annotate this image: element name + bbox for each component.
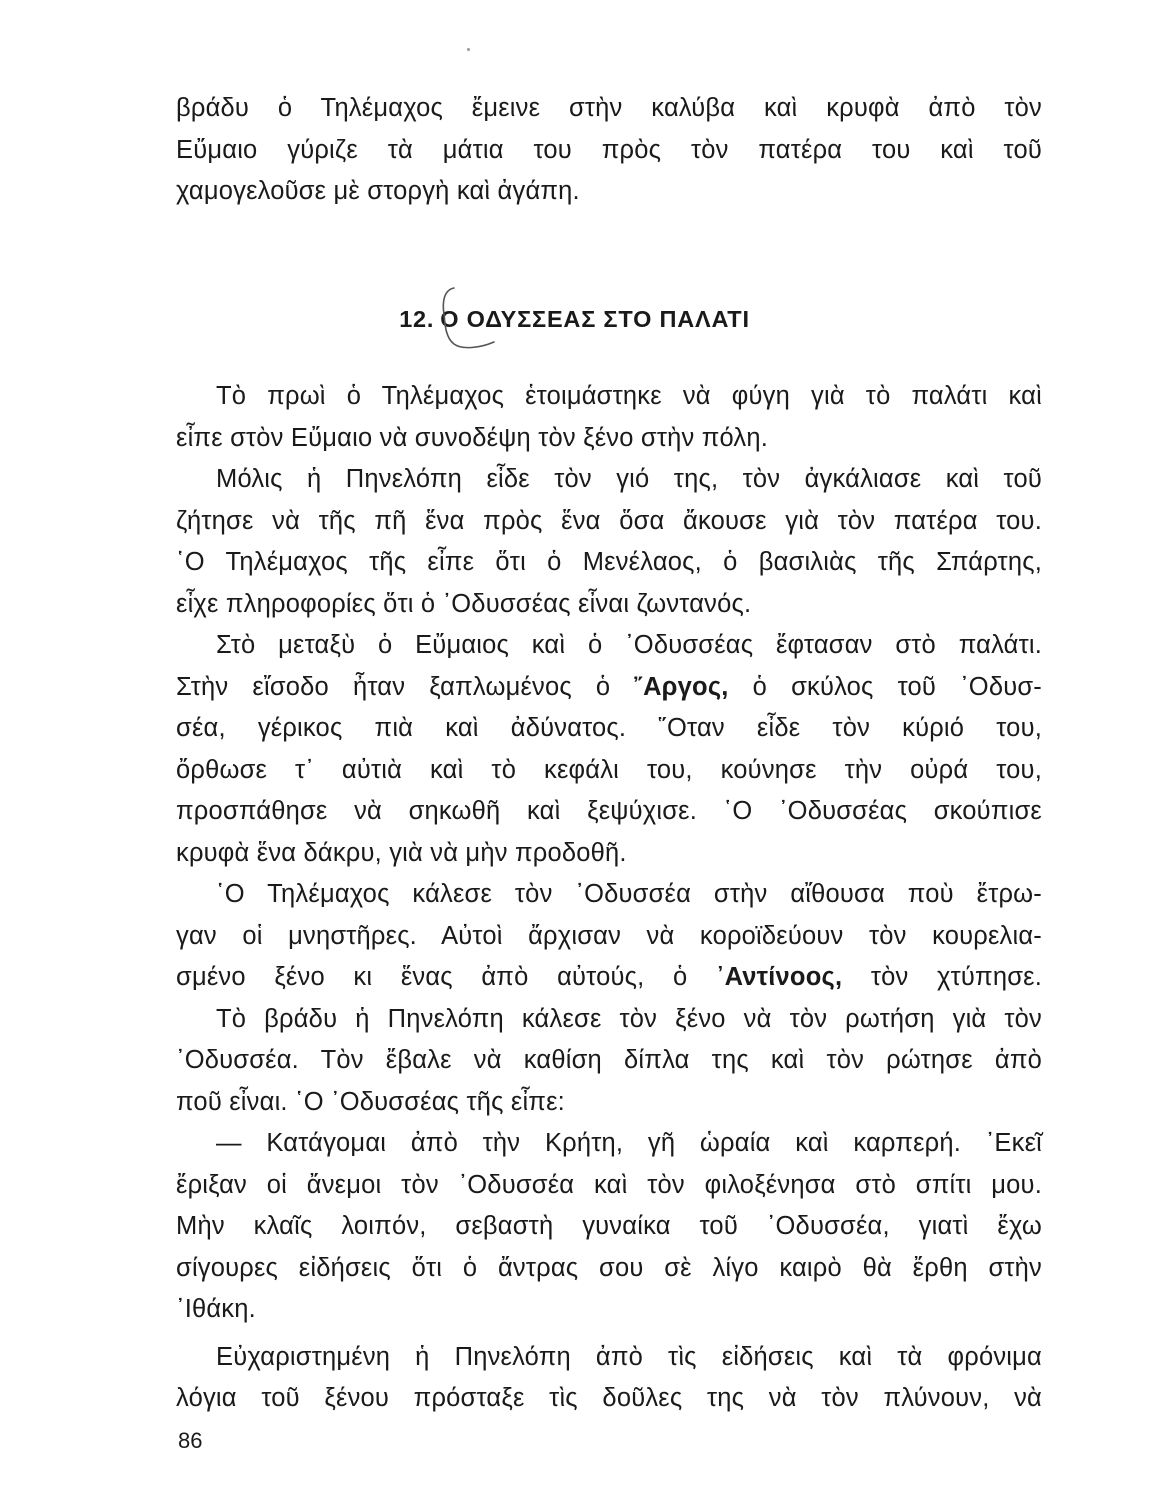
bold-name-argos: ῎Αργος, — [634, 672, 729, 701]
text-line: ᾿Οδυσσέα. Τὸν ἔβαλε νὰ καθίση δίπλα της καὶ τὸν ρώτησε ἀπὸ — [176, 1046, 1042, 1074]
text-run: Στὴν εἴσοδο ἦταν ξαπλωμένος ὁ — [176, 672, 635, 701]
text-line: ὄρθωσε τ᾿ αὐτιὰ καὶ τὸ κεφάλι του, κούνησε τὴν οὐρά του, — [176, 755, 1042, 784]
text-line: Στὸ μεταξὺ ὁ Εὔμαιος καὶ ὁ ᾿Οδυσσέας ἔφτασαν στὸ παλάτι. — [216, 631, 1042, 659]
text-line: Τὸ πρωὶ ὁ Τηλέμαχος ἑτοιμάστηκε νὰ φύγη γιὰ τὸ παλάτι καὶ — [216, 382, 1042, 410]
text-line: εἶπε στὸν Εὔμαιο νὰ συνοδέψη τὸν ξένο στὴν πόλη. — [176, 423, 769, 452]
text-line: Εὐχαριστημένη ἡ Πηνελόπη ἀπὸ τὶς εἰδήσεις καὶ τὰ φρόνιμα — [216, 1342, 1042, 1371]
text-line: βράδυ ὁ Τηλέμαχος ἔμεινε στὴν καλύβα καὶ κρυφὰ ἀπὸ τὸν — [176, 94, 1042, 122]
text-run: τὸν χτύπησε. — [842, 963, 1042, 991]
text-line: εἶχε πληροφορίες ὅτι ὁ ᾿Οδυσσέας εἶναι ζωντανός. — [176, 589, 752, 618]
text-line: γαν οἱ μνηστῆρες. Αὐτοὶ ἄρχισαν νὰ κοροϊδεύουν τὸν κουρελια- — [176, 921, 1042, 950]
text-line: Τὸ βράδυ ἡ Πηνελόπη κάλεσε τὸν ξένο νὰ τὸν ρωτήση γιὰ τὸν — [216, 1004, 1042, 1033]
text-line: ῾Ο Τηλέμαχος τῆς εἶπε ὅτι ὁ Μενέλαος, ὁ βασιλιὰς τῆς Σπάρτης, — [176, 548, 1042, 576]
text-line: ᾿Ιθάκη. — [176, 1295, 256, 1323]
text-line: Μὴν κλαῖς λοιπόν, σεβαστὴ γυναίκα τοῦ ᾿Οδυσσέα, γιατὶ ἔχω — [176, 1212, 1042, 1240]
text-run: σμένο ξένο κι ἕνας ἀπὸ αὐτούς, ὁ — [176, 963, 716, 991]
text-line: ἔριξαν οἱ ἄνεμοι τὸν ᾿Οδυσσέα καὶ τὸν φιλοξένησα στὸ σπίτι μου. — [176, 1170, 1042, 1199]
text-line: χαμογελοῦσε μὲ στοργὴ καὶ ἀγάπη. — [176, 177, 580, 205]
chapter-heading — [0, 306, 1149, 333]
bold-name-antinoos: ᾿Αντίνοος, — [715, 963, 843, 991]
text-line: λόγια τοῦ ξένου πρόσταξε τὶς δοῦλες της νὰ τὸν πλύνουν, νὰ — [176, 1384, 1042, 1412]
text-line: Μόλις ἡ Πηνελόπη εἶδε τὸν γιό της, τὸν ἀγκάλιασε καὶ τοῦ — [216, 465, 1042, 493]
pencil-circle-mark — [432, 284, 512, 356]
dialogue-line: — Κατάγομαι ἀπὸ τὴν Κρήτη, γῆ ὡραία καὶ καρπερή. ᾿Εκεῖ — [216, 1129, 1042, 1157]
text-line: Εὔμαιο γύριζε τὰ μάτια του πρὸς τὸν πατέρα του καὶ τοῦ — [176, 135, 1042, 164]
text-line: κρυφὰ ἕνα δάκρυ, γιὰ νὰ μὴν προδοθῆ. — [176, 838, 627, 867]
continuation-paragraph — [176, 88, 1042, 213]
text-run: ὁ σκύλος τοῦ ᾿Οδυσ- — [728, 672, 1042, 701]
text-line — [176, 667, 1042, 709]
page-number: 86 — [178, 1428, 203, 1453]
text-line: σίγουρες εἰδήσεις ὅτι ὁ ἄντρας σου σὲ λίγο καιρὸ θὰ ἔρθη στὴν — [176, 1253, 1042, 1282]
text-line — [176, 957, 1042, 999]
text-line: ῾Ο Τηλέμαχος κάλεσε τὸν ᾿Οδυσσέα στὴν αἴθουσα ποὺ ἔτρω- — [216, 880, 1042, 908]
text-line: προσπάθησε νὰ σηκωθῆ καὶ ξεψύχισε. ῾Ο ᾿Οδυσσέας σκούπισε — [176, 797, 1042, 825]
chapter-title: Ο ΟΔΥΣΣΕΑΣ ΣΤΟ ΠΑΛΑΤΙ — [440, 306, 750, 332]
text-line: σέα, γέρικος πιὰ καὶ ἀδύνατος. ῞Οταν εἶδε τὸν κύριό του, — [176, 714, 1042, 742]
chapter-number: 12. — [399, 306, 435, 332]
paper-speck — [467, 48, 470, 51]
text-line: ζήτησε νὰ τῆς πῆ ἕνα πρὸς ἕνα ὅσα ἄκουσε γιὰ τὸν πατέρα του. — [176, 506, 1042, 535]
text-line: ποῦ εἶναι. ῾Ο ᾿Οδυσσέας τῆς εἶπε: — [176, 1087, 565, 1116]
chapter-body — [176, 376, 1042, 1420]
